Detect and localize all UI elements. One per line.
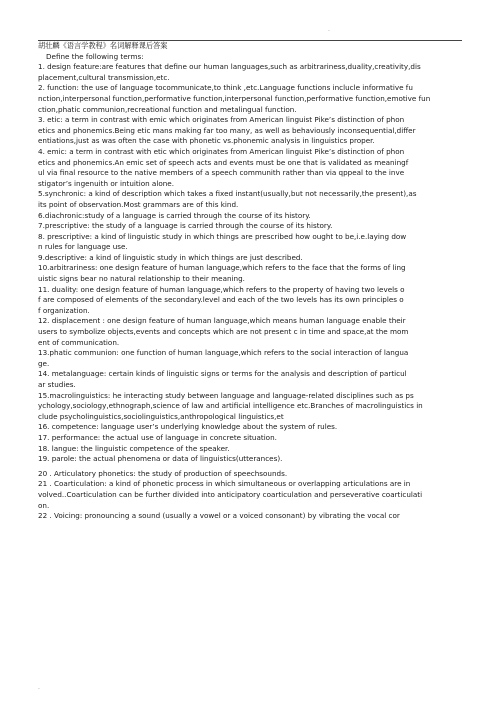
definition-line: 19. parole: the actual phenomena or data of linguistics(utterances). bbox=[38, 454, 283, 464]
definition-line: 7.prescriptive: the study of a language is carried through the course of its history. bbox=[38, 221, 333, 231]
definition-line: ar studies. bbox=[38, 380, 76, 389]
definition-line: nction,interpersonal function,performative function,interpersonal function,performative function,emotive fun bbox=[38, 93, 431, 103]
definition-line: f organization. bbox=[38, 305, 90, 315]
definition-line: n rules for language use. bbox=[38, 242, 128, 252]
definition-line: stigator’s ingenuith or intuition alone. bbox=[38, 178, 174, 188]
definition-line: 21 . Coarticulation: a kind of phonetic process in which simultaneous or overlapping articulations are in bbox=[38, 479, 411, 489]
definition-line: its point of observation.Most grammars are of this kind. bbox=[38, 199, 239, 209]
definition-line: 20 . Articulatory phonetics: the study of production of speechsounds. bbox=[38, 468, 288, 478]
definition-line: users to symbolize objects,events and concepts which are not present c in time and space,at the mom bbox=[38, 327, 409, 337]
definition-line: 5.synchronic: a kind of description which takes a fixed instant(usually,but not necessarily,the present),as bbox=[38, 189, 417, 199]
definition-line: 14. metalanguage: certain kinds of linguistic signs or terms for the analysis and description of particul bbox=[38, 369, 407, 379]
definition-line: placement,cultural transmission,etc. bbox=[38, 72, 170, 82]
definition-line: 13.phatic communion: one function of human language,which refers to the social interaction of langua bbox=[38, 348, 409, 358]
definition-line: 9.descriptive: a kind of linguistic study in which things are just described. bbox=[38, 252, 303, 262]
definition-line: 11. duality: one design feature of human language,which refers to the property of having two levels o bbox=[38, 284, 405, 294]
definition-line: 3. etic: a term in contrast with emic which originates from American linguist Pike’s distinction of phon bbox=[38, 115, 405, 125]
document-title: 胡壮麟《语言学教程》名词解释课后答案 bbox=[38, 41, 168, 50]
definition-line: 12. displacement : one design feature of human language,which means human language enable their bbox=[38, 316, 406, 326]
definition-line: 4. emic: a term in contrast with etic which originates from American linguist Pike’s distinction of phon bbox=[38, 146, 405, 156]
definition-line: 1. design feature:are features that define our human languages,such as arbitrariness,duality,creativity,dis bbox=[38, 62, 421, 72]
definition-line: ul via final resource to the native members of a speech communith rather than via qppeal to the inve bbox=[38, 168, 405, 178]
header-mark: . bbox=[328, 26, 330, 33]
definition-line: f are composed of elements of the secondary.level and each of the two levels has its own principles o bbox=[38, 295, 404, 305]
definition-line: 2. function: the use of language tocommunicate,to think ,etc.Language functions inclucle informative fu bbox=[38, 83, 413, 93]
definition-line: ychology,sociology,ethnograph,science of law and artificial intelligence etc.Branches of macrolinguistics in bbox=[38, 401, 423, 411]
definition-line: ent of communication. bbox=[38, 337, 120, 347]
definition-line: ction,phatic communion,recreational function and metalingual function. bbox=[38, 104, 297, 114]
definition-line: clude psycholinguistics,sociolinguistics,anthropological linguistics,et bbox=[38, 411, 284, 421]
definition-line: 17. performance: the actual use of language in concrete situation. bbox=[38, 432, 277, 442]
definition-line: 15.macrolinguistics: he interacting study between language and language-related disciplines such as ps bbox=[38, 390, 414, 400]
definition-line: volved..Coarticulation can be further divided into anticipatory coarticulation and perseverative coarticulati bbox=[38, 489, 423, 499]
definition-line: 22 . Voicing: pronouncing a sound (usually a vowel or a voiced consonant) by vibrating the vocal cor bbox=[38, 511, 400, 521]
definition-line: 8. prescriptive: a kind of linguistic study in which things are prescribed how ought to be,i.e.laying dow bbox=[38, 231, 407, 241]
definition-line: etics and phonemics.Being etic mans making far too many, as well as behaviously inconsequential,differ bbox=[38, 125, 416, 135]
definition-line: ge. bbox=[38, 358, 50, 368]
definition-line: etics and phonemics.An emic set of speech acts and events must be one that is validated as meaningf bbox=[38, 157, 409, 167]
definition-line: uistic signs bear no natural relationship to their meaning. bbox=[38, 274, 245, 284]
definition-line: 10.arbitrariness: one design feature of human language,which refers to the face that the forms of ling bbox=[38, 263, 406, 273]
definition-list bbox=[38, 62, 462, 522]
definition-line: 16. competence: language user’s underlying knowledge about the system of rules. bbox=[38, 422, 338, 432]
definition-line: entiations,just as was often the case with phonetic vs.phonemic analysis in linguistics proper. bbox=[38, 136, 375, 146]
footer-mark: . bbox=[38, 684, 40, 691]
definition-line: on. bbox=[38, 500, 50, 510]
document-intro: Define the following terms: bbox=[46, 51, 144, 61]
definition-line: 18. langue: the linguistic competence of the speaker. bbox=[38, 443, 230, 453]
document-body bbox=[38, 41, 462, 522]
definition-line: 6.diachronic:study of a language is carried through the course of its history. bbox=[38, 210, 311, 220]
